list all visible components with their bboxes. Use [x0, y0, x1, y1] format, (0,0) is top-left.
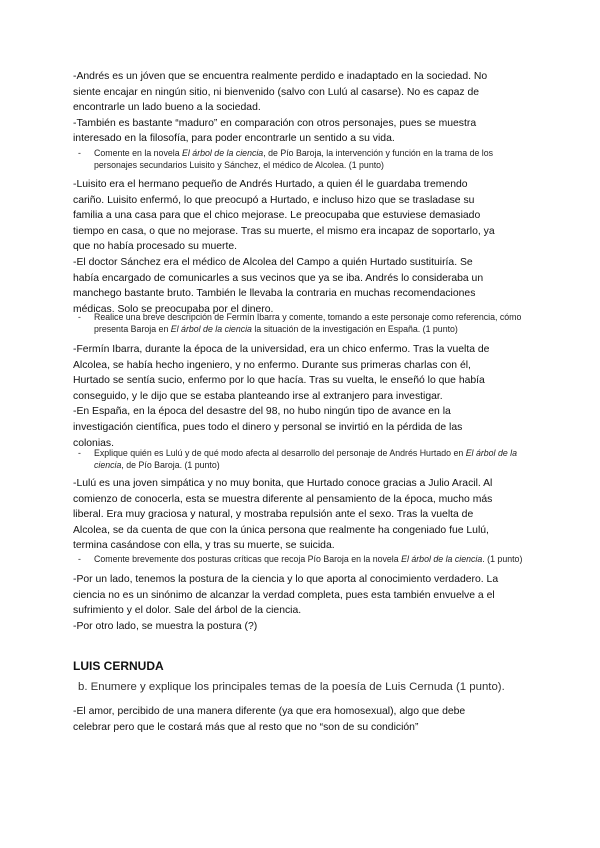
question-text-part: , de Pío Baroja. (1 punto) [121, 459, 220, 470]
bullet-dash: - [78, 312, 81, 322]
text-line: -El doctor Sánchez era el médico de Alcolea del Campo a quién Hurtado sustituiría. Se [73, 256, 473, 268]
question-text [94, 448, 533, 472]
text-line: tiempo en casa, o que no mejorase. Tras su muerte, el mismo era incapaz de soportarlo, ya [73, 225, 495, 237]
text-line: comienzo de conocerla, esta se muestra diferente al pensamiento de la época, mucho más [73, 493, 493, 505]
text-line: cariño. Luisito enfermó, lo que preocupó a Hurtado, e incluso hizo que se trasladase su [73, 194, 475, 206]
text-line: que no había procesado su muerte. [73, 241, 238, 253]
book-title: El árbol de la ciencia [182, 148, 264, 158]
text-line: conseguido, y le dijo que se estaba planteando irse al extranjero para investigar. [73, 390, 443, 402]
text-line: -Luisito era el hermano pequeño de Andrés Hurtado, a quien él le guardaba tremendo [73, 179, 468, 190]
bullet-dash: - [78, 448, 81, 458]
text-line: -Lulú es una joven simpática y no muy bonita, que Hurtado conoce gracias a Julio Aracil. Al [73, 478, 493, 489]
text-line: encontrarle un lado bueno a la sociedad. [73, 102, 261, 114]
text-line: familia a una casa para que el chico mejorase. Le preocupaba que estuviese demasiado [73, 210, 481, 222]
question-text-part: Comente brevemente dos posturas críticas que recoja Pío Baroja en la novela [94, 554, 402, 564]
text-line: ciencia no es un sinónimo de alcanzar la verdad completa, pues esta también envuelve a el [73, 589, 495, 601]
book-title: El árbol de la ciencia [401, 554, 483, 564]
book-title: El árbol de la ciencia [94, 448, 518, 470]
text-line: investigación científica, pues todo el dinero y personal se invirtió en la pérdida de las [73, 421, 463, 433]
question-fermin-ibarra [78, 312, 533, 336]
text-line: -Por otro lado, se muestra la postura (?) [73, 620, 258, 632]
text-line: liberal. Era muy graciosa y natural, y mostraba repulsión ante el sexo. Tras la vuelta de [73, 509, 474, 521]
question-b: b. Enumere y explique los principales temas de la poesía de Luis Cernuda (1 punto). [78, 681, 505, 693]
book-title: El árbol de la ciencia [170, 323, 252, 334]
text-line: manchego bastante bruto. También le llevaba la contraria en muchas recomendaciones [73, 288, 476, 300]
question-text-part: . (1 punto) [482, 554, 523, 564]
question-luisito-sanchez [78, 148, 533, 172]
answer-paragraph-posturas [73, 572, 533, 634]
question-text-part: la situación de la investigación en España. (1 punto) [251, 323, 458, 334]
text-line: Alcolea, se da cuenta de que con la única persona que realmente ha congeniado fue Lulú, [73, 524, 489, 536]
question-text [94, 312, 533, 336]
text-line: interesado en la filosofía, para poder encontrarle un sentido a su vida. [73, 133, 395, 145]
text-line: -El amor, percibido de una manera diferente (ya que era homosexual), algo que debe [73, 706, 466, 717]
text-line: celebrar pero que le costará más que al resto que no “son de su condición” [73, 721, 419, 733]
text-line: Alcolea, se había hecho ingeniero, y no enfermo. Durante sus primeras charlas con él, [73, 359, 471, 371]
answer-paragraph-cernuda [73, 704, 533, 735]
section-heading: LUIS CERNUDA [73, 659, 164, 673]
question-text [94, 554, 533, 566]
answer-paragraph-luisito-sanchez [73, 177, 533, 317]
text-line: -En España, en la época del desastre del 98, no hubo ningún tipo de avance en la [73, 406, 451, 418]
text-line: -Fermín Ibarra, durante la época de la universidad, era un chico enfermo. Tras la vuelta de [73, 344, 490, 355]
bullet-dash: - [78, 554, 81, 564]
text-line: siente encajar en ningún sitio, ni bienvenido (salvo con Lulú al casarse). No es capaz de [73, 86, 480, 98]
text-line: termina casándose con ella, y tras su muerte, se suicida. [73, 540, 335, 552]
text-line: -Andrés es un jóven que se encuentra realmente perdido e inadaptado en la sociedad. No [73, 71, 488, 82]
text-line: Hurtado se sentía sucio, enfermo por lo que hacía. Tras su vuelta, le enseñó lo que había [73, 375, 485, 387]
question-text [94, 148, 533, 172]
bullet-dash: - [78, 148, 81, 158]
text-line: había encargado de comunicarles a sus vecinos que ya se iba. Andrés lo consideraba un [73, 272, 484, 284]
text-line: -Por un lado, tenemos la postura de la ciencia y lo que aporta al conocimiento verdadero. La [73, 574, 499, 585]
answer-paragraph-andres [73, 69, 533, 147]
question-text-part: Realice una breve descripción de Fermín Ibarra y comente, tomando a este personaje como referencia, cómo presenta Baroja en [94, 312, 522, 334]
question-text-part: , de Pío Baroja, la intervención y función en la trama de los personajes secundarios Luisito y Sánchez, el médico de Alcolea. (1 punto) [94, 148, 494, 170]
question-posturas-criticas [78, 554, 533, 566]
answer-paragraph-lulu [73, 476, 533, 554]
question-text-part: Comente en la novela [94, 148, 183, 158]
text-line: colonias. [73, 437, 115, 449]
question-lulu [78, 448, 533, 472]
question-text-part: Explique quién es Lulú y de qué modo afecta al desarrollo del personaje de Andrés Hurtado en [94, 448, 466, 458]
text-line: sufrimiento y el dolor. Sale del árbol de la ciencia. [73, 605, 302, 617]
text-line: médicas. Solo se preocupaba por el dinero. [73, 303, 274, 315]
text-line: -También es bastante “maduro” en comparación con otros personajes, pues se muestra [73, 117, 477, 129]
answer-paragraph-fermin [73, 342, 533, 451]
